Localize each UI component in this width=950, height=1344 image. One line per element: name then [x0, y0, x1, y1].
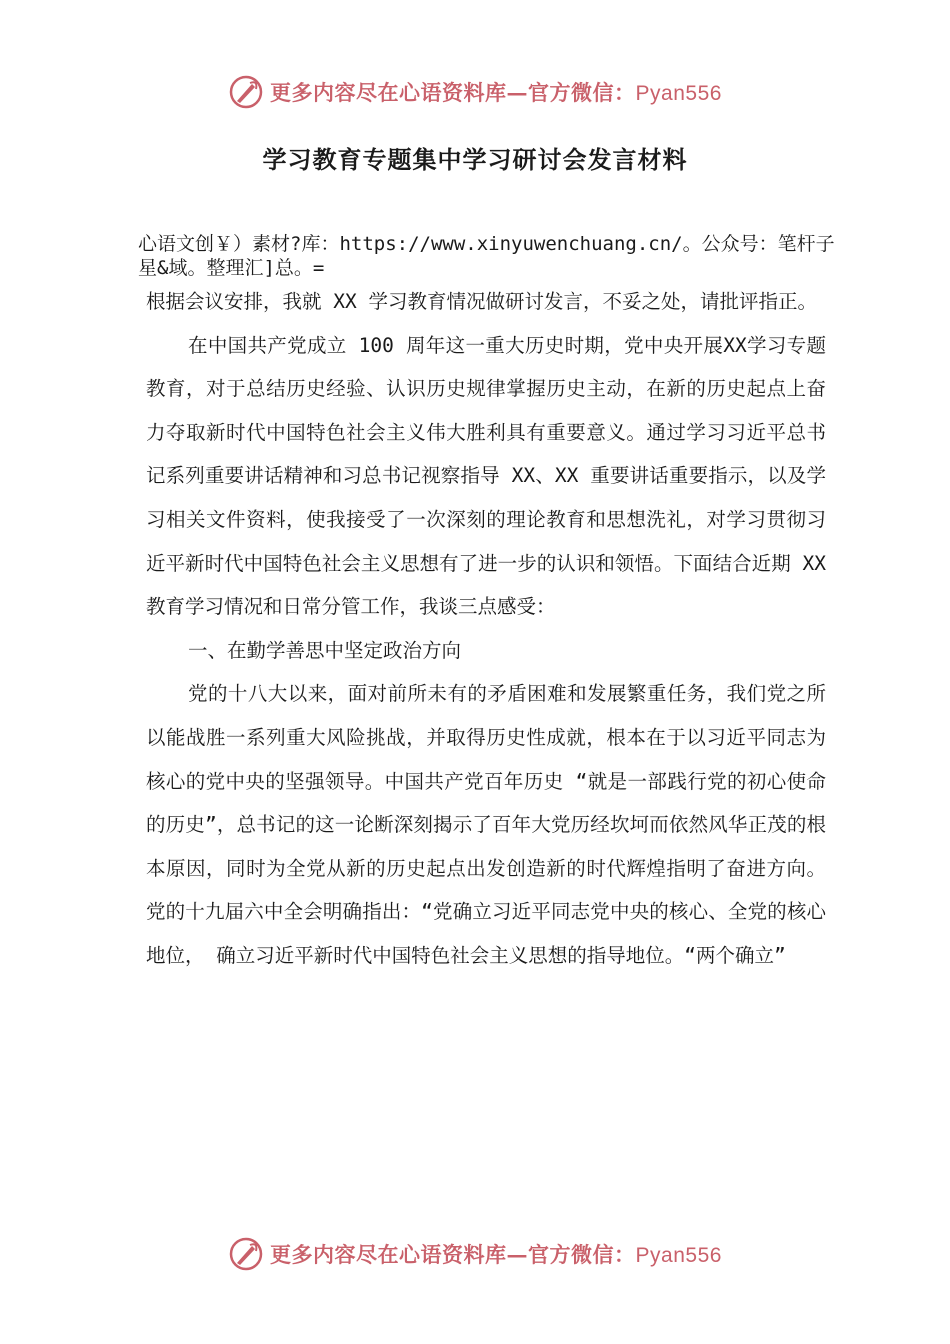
document-title: 学习教育专题集中学习研讨会发言材料	[262, 146, 688, 174]
pen-logo-icon	[228, 1236, 264, 1272]
header-banner-text: 更多内容尽在心语资料库—官方微信：Pyan556	[270, 80, 722, 105]
paragraph-opening: 根据会议安排，我就 XX 学习教育情况做研讨发言，不妥之处，请批评指正。	[146, 290, 817, 313]
document-body	[146, 280, 826, 978]
section-heading-1: 一、在勤学善思中坚定政治方向	[188, 638, 462, 662]
source-note: 心语文创￥）素材?库：https://www.xinyuwenchuang.cn/。公众号：笔杆子星&域。整理汇]总。=	[138, 233, 835, 279]
paragraph-intro: 在中国共产党成立 100 周年这一重大历史时期，党中央开展XX学习专题教育，对于总结历史经验、认识历史规律掌握历史主动，在新的历史起点上奋力夺取新时代中国特色社会主义伟大胜利具有重要意义。通过学习习近平总书记系列重要讲话精神和习总书记视察指导 XX、XX 重要讲话重要指示，以及学习相关文件资料，使我接受了一次深刻的理论教育和思想洗礼，对学习贯彻习近平新时代中国特色社会主义思想有了进一步的认识和领悟。下面结合近期 XX 教育学习情况和日常分管工作，我谈三点感受：	[146, 333, 826, 619]
paragraph-section-1: 党的十八大以来，面对前所未有的矛盾困难和发展繁重任务，我们党之所以能战胜一系列重大风险挑战，并取得历史性成就，根本在于以习近平同志为核心的党中央的坚强领导。中国共产党百年历史 “就是一部践行党的初心使命的历史”，总书记的这一论断深刻揭示了百年大党历经坎坷而依然风华正茂的根本原因，同时为全党从新的历史起点出发创造新的时代辉煌指明了奋进方向。党的十九届六中全会明确指出：“党确立习近平同志党中央的核心、全党的核心地位， 确立习近平新时代中国特色社会主义思想的指导地位。“两个确立”	[146, 682, 826, 967]
pen-logo-icon	[228, 74, 264, 110]
footer-banner	[0, 1232, 950, 1276]
footer-banner-text: 更多内容尽在心语资料库—官方微信：Pyan556	[270, 1242, 722, 1267]
header-banner	[0, 70, 950, 114]
